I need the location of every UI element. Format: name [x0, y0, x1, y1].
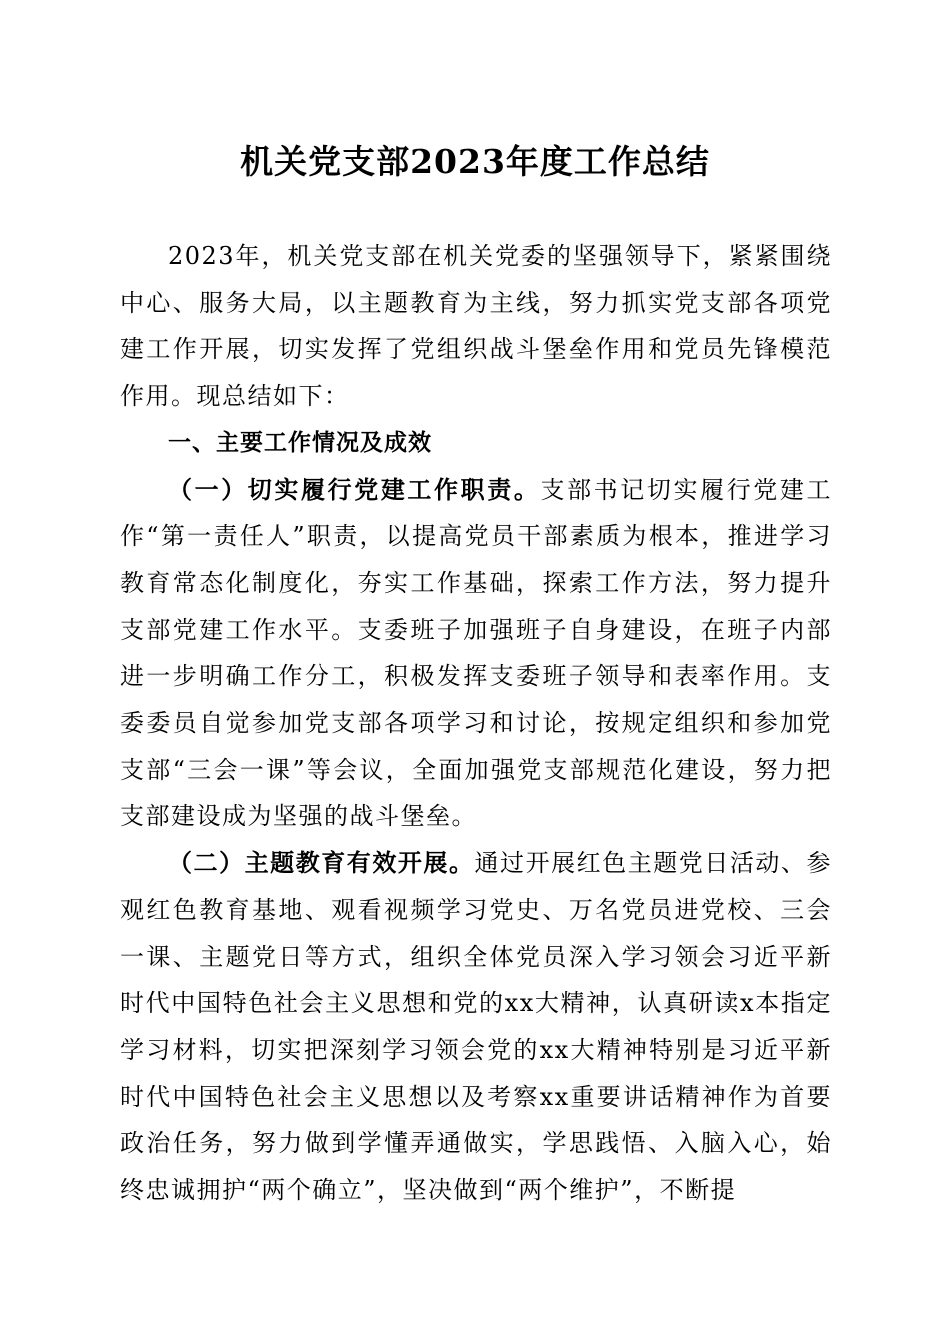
item-1-text: 支部书记切实履行党建工作“第一责任人”职责，以提高党员干部素质为根本，推进学习教育常态化制度化，夯实工作基础，探索工作方法，努力提升支部党建工作水平。支委班子加强班子自身建设，在班子内部进一步明确工作分工，积极发挥支委班子领导和表率作用。支委委员自觉参加党支部各项学习和讨论，按规定组织和参加党支部“三会一课”等会议，全面加强党支部规范化建设，努力把支部建设成为坚强的战斗堡垒。 — [120, 475, 833, 831]
document-title: 机关党支部2023年度工作总结 — [240, 142, 710, 181]
item-1-lead: （一）切实履行党建工作职责。 — [168, 474, 541, 504]
section-heading: 一、主要工作情况及成效 — [168, 429, 432, 456]
paragraph-item-1 — [120, 467, 832, 841]
item-2-lead: （二）主题教育有效开展。 — [168, 848, 475, 878]
intro-paragraph: 2023年，机关党支部在机关党委的坚强领导下，紧紧围绕中心、服务大局，以主题教育为主线，努力抓实党支部各项党建工作开展，切实发挥了党组织战斗堡垒作用和党员先锋模范作用。现总结如下： — [120, 242, 832, 411]
document-body — [120, 233, 832, 1214]
item-2-text: 通过开展红色主题党日活动、参观红色教育基地、观看视频学习党史、万名党员进党校、三会一课、主题党日等方式，组织全体党员深入学习领会习近平新时代中国特色社会主义思想和党的xx大精神，认真研读x本指定学习材料，切实把深刻学习领会党的xx大精神特别是习近平新时代中国特色社会主义思想以及考察xx重要讲话精神作为首要政治任务，努力做到学懂弄通做实，学思践悟、入脑入心，始终忠诚拥护“两个确立”，坚决做到“两个维护”，不断提 — [120, 849, 833, 1205]
paragraph-item-2 — [120, 840, 832, 1214]
